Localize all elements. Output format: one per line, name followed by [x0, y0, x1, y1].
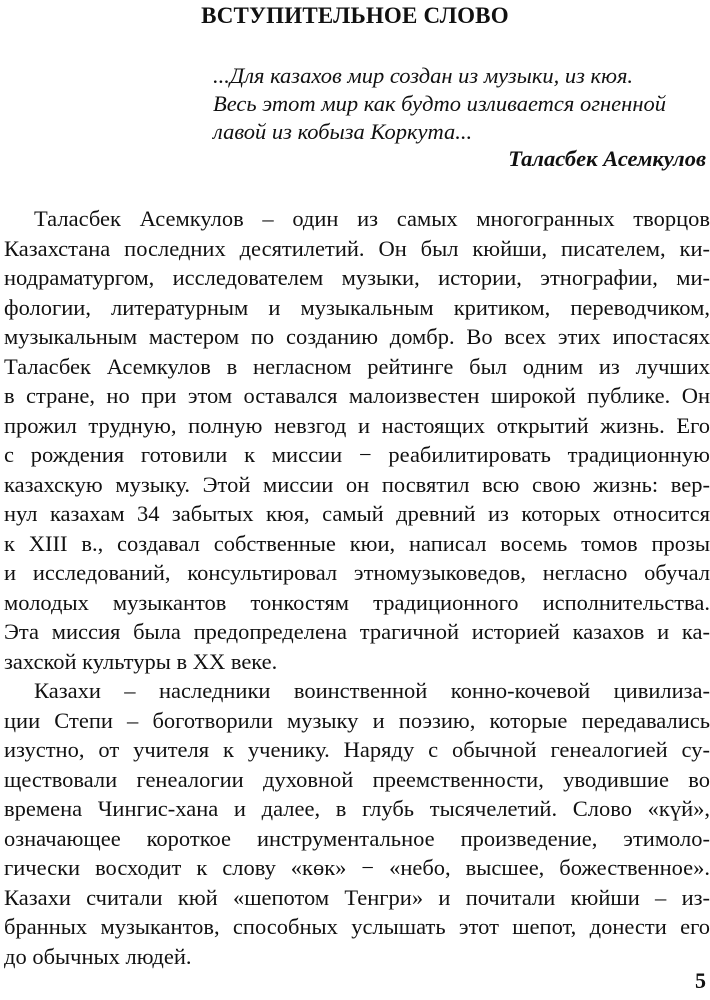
- text-line: ществовали генеалогии духовной преемственности, уводившие во: [4, 766, 710, 792]
- text-line: Таласбек Асемкулов в негласном рейтинге был одним из лучших: [4, 353, 710, 379]
- text-line: Эта миссия была предопределена трагичной историей казахов и ка-: [4, 619, 710, 644]
- epigraph-line: ...Для казахов мир создан из музыки, из кюя.: [213, 63, 634, 88]
- text-line: гически восходит к слову «көк» − «небо, высшее, божественное».: [4, 855, 710, 880]
- text-line: прожил трудную, полную невзгод и настоящих открытий жизнь. Его: [4, 412, 710, 438]
- text-line: времена Чингис-хана и далее, в глубь тысячелетий. Слово «күй»,: [4, 796, 710, 821]
- text-line: музыкальным мастером по созданию домбр. Во всех этих ипостасях: [4, 324, 710, 349]
- text-line: казахскую музыку. Этой миссии он посвятил всю свою жизнь: вер-: [4, 471, 710, 497]
- paragraph: [4, 204, 710, 676]
- text-line: молодых музыкантов тонкостям традиционного исполнительства.: [4, 589, 710, 615]
- text-line: с рождения готовили к миссии − реабилитировать традиционную: [4, 442, 710, 467]
- epigraph-line: лавой из кобыза Коркута...: [213, 119, 473, 144]
- text-line: нул казахам 34 забытых кюя, самый древний из которых относится: [4, 501, 710, 526]
- paragraph: [4, 676, 710, 971]
- text-line: в стране, но при этом оставался малоизвестен широкой публике. Он: [4, 383, 710, 408]
- text-line: означающее короткое инструментальное произведение, этимоло-: [4, 825, 710, 851]
- text-line: и исследований, консультировал этномузыковедов, негласно обучал: [4, 560, 710, 585]
- epigraph-line: Весь этот мир как будто изливается огненной: [213, 91, 666, 116]
- text-line: бранных музыкантов, способных услышать этот шепот, донести его: [4, 914, 710, 939]
- epigraph-author: Таласбек Асемкулов: [508, 146, 706, 171]
- text-line: Таласбек Асемкулов – один из самых многогранных творцов: [34, 206, 710, 231]
- text-line: нодраматургом, исследователем музыки, истории, этнографии, ми-: [4, 265, 710, 290]
- text-line: Казахстана последних десятилетий. Он был кюйши, писателем, ки-: [4, 235, 710, 261]
- text-line: до обычных людей.: [4, 943, 192, 969]
- text-line: фологии, литературным и музыкальным критиком, переводчиком,: [4, 294, 710, 320]
- text-line: к XIII в., создавал собственные кюи, написал восемь томов прозы: [4, 530, 710, 556]
- epigraph: [213, 62, 710, 146]
- body-text: [4, 204, 710, 971]
- text-line: захской культуры в XX веке.: [4, 648, 278, 674]
- text-line: Казахи – наследники воинственной конно-кочевой цивилиза-: [34, 678, 710, 703]
- page-number: 5: [695, 968, 706, 993]
- text-line: Казахи считали кюй «шепотом Тенгри» и почитали кюйши – из-: [4, 884, 710, 910]
- text-line: ции Степи – боготворили музыку и поэзию, которые передавались: [4, 707, 710, 733]
- text-line: изустно, от учителя к ученику. Наряду с обычной генеалогией су-: [4, 737, 710, 762]
- page-title: ВСТУПИТЕЛЬНОЕ СЛОВО: [201, 3, 509, 28]
